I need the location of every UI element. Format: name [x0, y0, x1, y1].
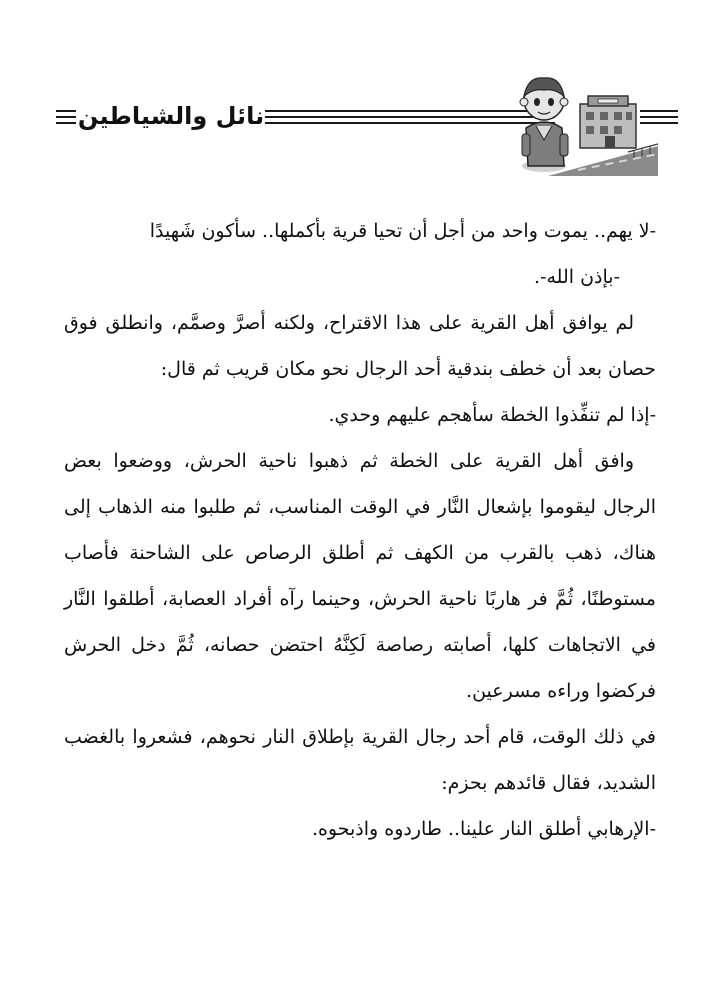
dialogue-line-3: -إذا لم تنفِّذوا الخطة سأهجم عليهم وحدي. [328, 404, 656, 426]
dialogue-line-4: -الإرهابي أطلق النار علينا.. طاردوه واذبحوه. [311, 818, 656, 840]
header-illustration [508, 66, 658, 176]
header-rule-left [56, 110, 76, 125]
dialogue-line-1: -لا يهم.. يموت واحد من أجل أن تحيا قرية بأكملها.. سأكون شَهيدًا [149, 220, 656, 242]
header-title: نائل والشياطين [77, 102, 265, 130]
paragraph-3: في ذلك الوقت، قام أحد رجال القرية بإطلاق النار نحوهم، فشعروا بالغضب الشديد، فقال قائدهم بحزم: [64, 726, 656, 794]
boy-character-icon [520, 78, 568, 172]
paragraph-1: لم يوافق أهل القرية على هذا الاقتراح، ولكنه أصرَّ وصمَّم، وانطلق فوق حصان بعد أن خطف بندقية أحد الرجال نحو مكان قريب ثم قال: [64, 312, 656, 380]
page-header [40, 66, 680, 176]
building-icon [580, 96, 636, 148]
page-body [64, 208, 656, 852]
dialogue-line-2: -بإذن الله-. [534, 266, 620, 288]
paragraph-2: وافق أهل القرية على الخطة ثم ذهبوا ناحية الحرش، ووضعوا بعض الرجال ليقوموا بإشعال النَّار في الوقت المناسب، ثم طلبوا منه الذهاب إلى هناك، ذهب بالقرب من الكهف ثم أطلق الرصاص على الشاحنة فأصاب مستوطنًا، ثُمَّ فر هاربًا ناحية الحرش، وحينما رآه أفراد العصابة، أطلقوا النَّار في الاتجاهات كلها، أصابته رصاصة لَكِنَّهُ احتضن حصانه، ثُمَّ دخل الحرش فركضوا وراءه مسرعين. [64, 450, 656, 702]
